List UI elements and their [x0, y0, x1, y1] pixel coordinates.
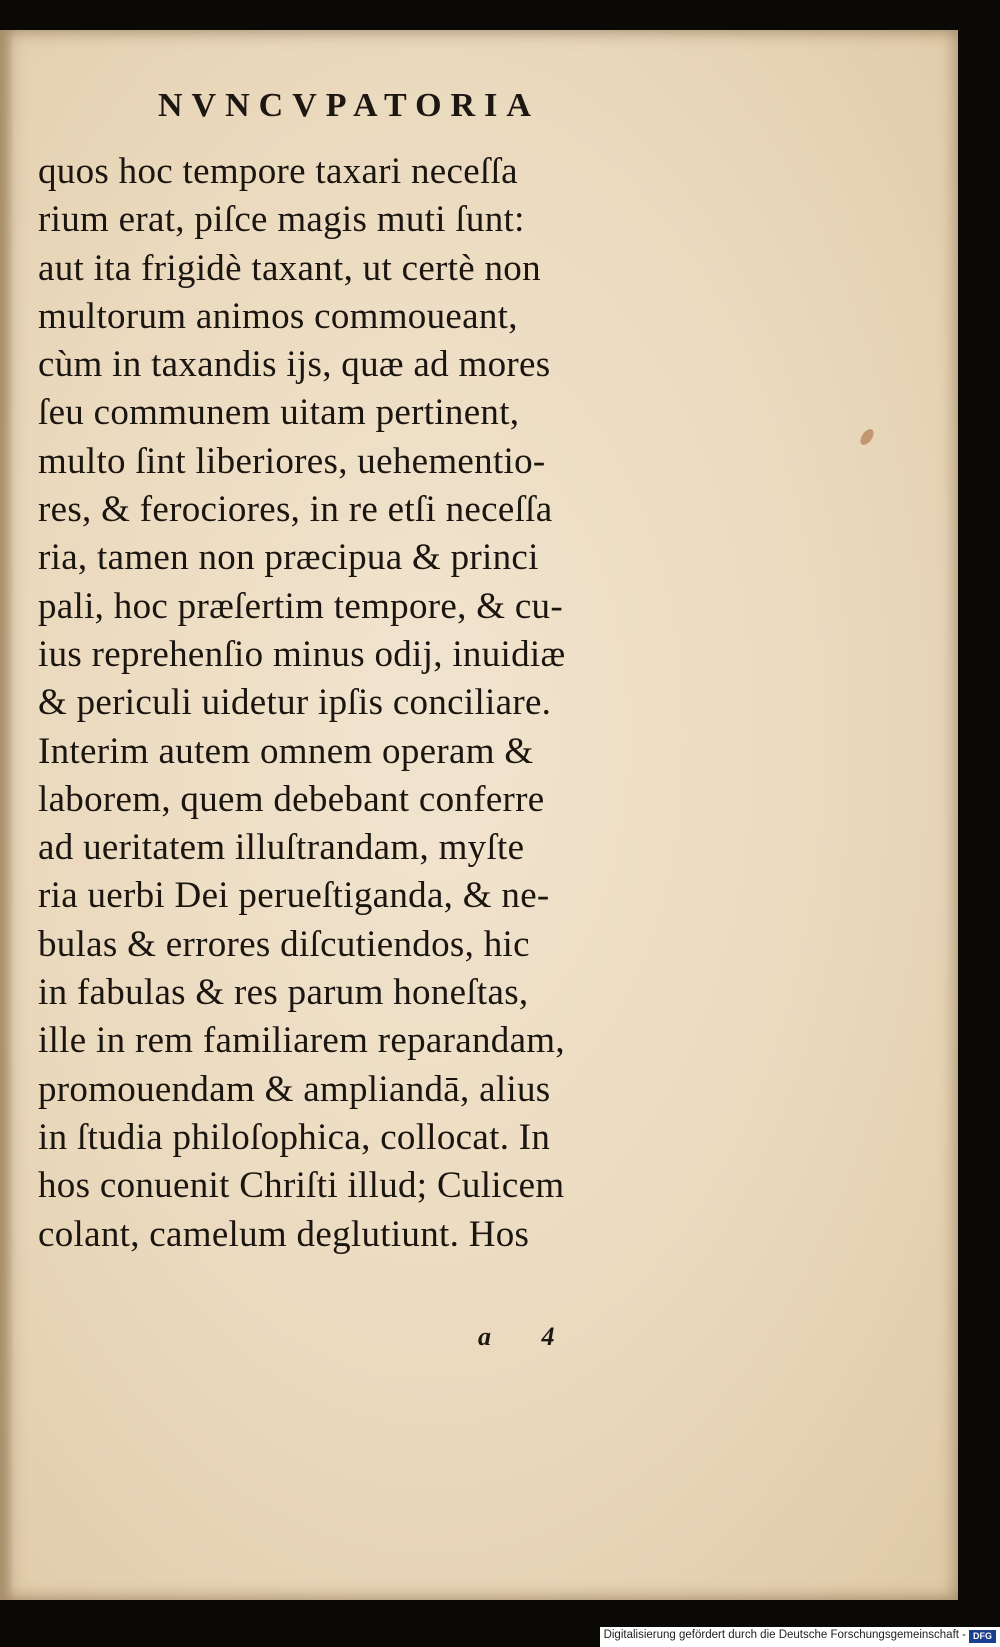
text-line: Interim autem omnem operam &	[38, 730, 534, 772]
text-line: aut ita frigidè taxant, ut certè non	[38, 247, 541, 289]
text-line: bulas & errores diſcutiendos, hic	[38, 923, 530, 965]
text-line: in fabulas & res parum honeſtas,	[38, 972, 529, 1014]
text-line: pali, hoc præſertim tempore, & cu-	[38, 585, 563, 627]
text-line: in ſtudia philoſophica, collocat. In	[38, 1116, 551, 1158]
text-line: res, & ferociores, in re etſi neceſſa	[38, 489, 553, 531]
text-line: ria, tamen non præcipua & princi	[38, 537, 539, 579]
text-line: colant, camelum deglutiunt. Hos	[38, 1213, 530, 1255]
paper-stain	[858, 427, 877, 447]
text-line: & periculi uidetur ipſis conciliare.	[38, 682, 552, 724]
text-line: ria uerbi Dei perueſtiganda, & ne-	[38, 875, 550, 917]
signature-mark: a 4	[478, 1322, 577, 1351]
footer-credit-text: Digitalisierung gefördert durch die Deutsche Forschungsgemeinschaft -	[603, 1629, 966, 1641]
text-line: quos hoc tempore taxari neceſſa	[38, 151, 518, 192]
text-line: laborem, quem debebant conferre	[38, 778, 545, 820]
text-line: hos conuenit Chriſti illud; Culicem	[38, 1165, 565, 1207]
footer-credit-bar	[600, 1627, 1000, 1647]
dfg-logo-icon: DFG	[969, 1630, 996, 1643]
running-head: NVNCVPATORIA	[158, 87, 540, 124]
text-line: multorum animos commoueant,	[38, 295, 518, 337]
text-line: ad ueritatem illuſtrandam, myſte	[38, 827, 525, 869]
text-line: ſeu communem uitam pertinent,	[38, 392, 520, 434]
text-line: rium erat, piſce magis muti ſunt:	[38, 199, 525, 241]
text-line: cùm in taxandis ijs, quæ ad mores	[38, 344, 551, 386]
text-line: promouendam & ampliandā, alius	[38, 1068, 551, 1110]
body-text	[38, 148, 678, 1259]
text-line: multo ſint liberiores, uehementio-	[38, 440, 546, 482]
text-line: ille in rem familiarem reparandam,	[38, 1020, 565, 1062]
text-line: ius reprehenſio minus odij, inuidiæ	[38, 633, 566, 675]
